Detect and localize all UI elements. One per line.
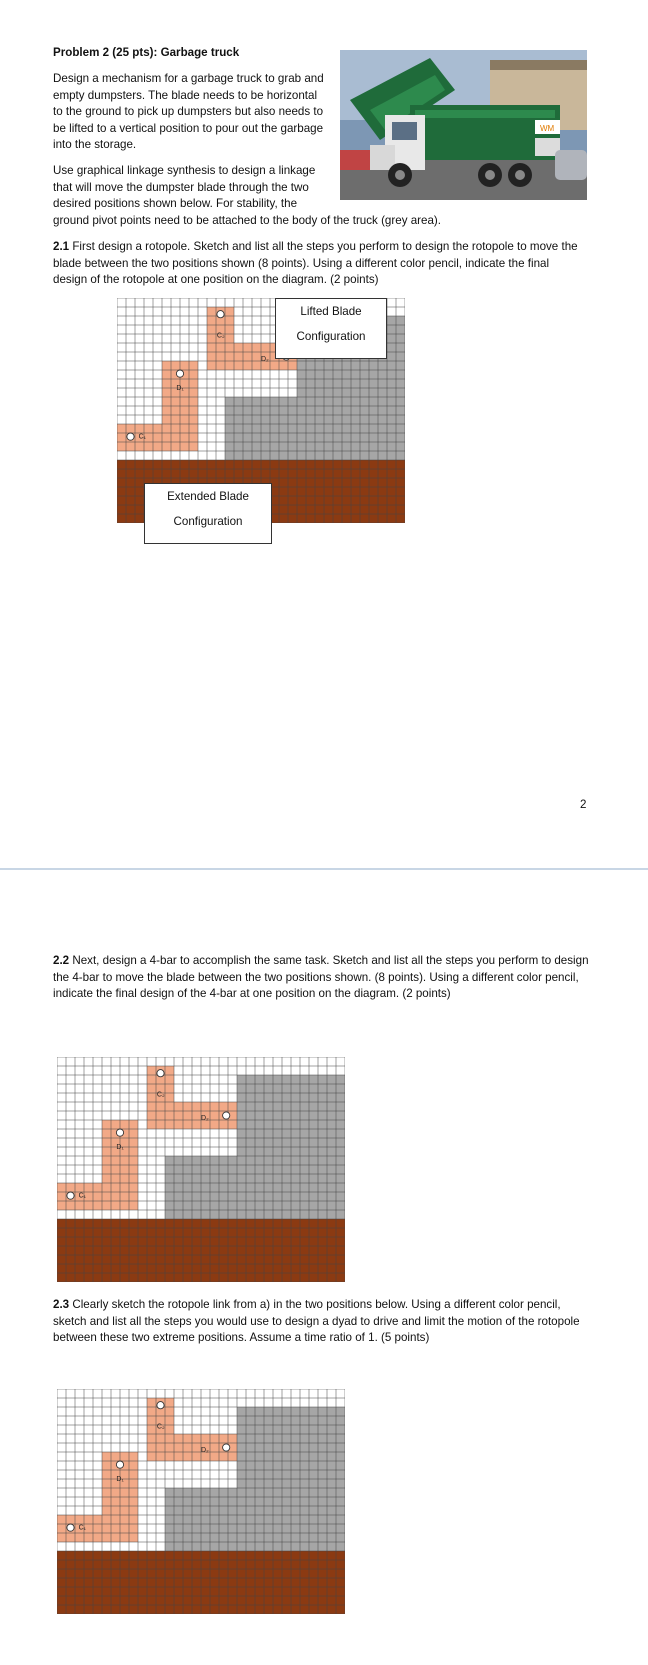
page-number: 2 — [580, 798, 587, 811]
pivot-d1 — [116, 1461, 123, 1468]
pivot-d1 — [176, 370, 183, 377]
garbage-truck-photo — [340, 50, 587, 200]
truck-logo: WM — [540, 124, 555, 133]
linkage-diagram-2-3[interactable] — [57, 1389, 345, 1619]
label-line: Lifted Blade — [300, 305, 362, 318]
label-c1: C₁ — [78, 1192, 87, 1200]
label-d1: D₁ — [116, 1475, 124, 1483]
extended-blade-label — [144, 483, 272, 544]
intro-line: into the storage. — [53, 138, 137, 152]
intro-line: Design a mechanism for a garbage truck to grab and — [53, 72, 324, 85]
intro-paragraph — [53, 71, 324, 154]
pivot-c1 — [127, 433, 134, 440]
label-c2: C₂ — [216, 332, 225, 340]
label-c1: C₁ — [138, 433, 147, 441]
question-line: Clearly sketch the rotopole link from a) in the two positions below. Using a different color pencil, — [69, 1298, 561, 1311]
intro-line: to the ground to pick up dumpsters but also needs to — [53, 105, 324, 119]
question-line: the 4-bar to move the blade between the two positions shown. (8 points). Using a different color pencil, — [53, 970, 579, 984]
synthesis-line: that will move the dumpster blade through the two — [53, 180, 309, 194]
question-line: indicate the final design of the 4-bar at one position on the diagram. (2 points) — [53, 987, 451, 1001]
question-line: First design a rotopole. Sketch and list all the steps you perform to design the rotopole to move the — [69, 240, 578, 253]
synthesis-line: ground pivot points need to be attached to the body of the truck (grey area). — [53, 213, 441, 227]
pivot-c1 — [67, 1524, 74, 1531]
pivot-c2 — [157, 1402, 164, 1409]
label-line: Configuration — [173, 515, 243, 528]
label-c2: C₂ — [156, 1423, 165, 1431]
label-line: Extended Blade — [167, 490, 249, 503]
label-d2: D₂ — [201, 1115, 209, 1122]
question-2-2 — [53, 953, 589, 1003]
question-line: design of the rotopole at one position on the diagram. (2 points) — [53, 273, 379, 287]
label-d2: D₂ — [201, 1447, 209, 1454]
label-c1: C₁ — [78, 1524, 87, 1532]
pivot-c1 — [67, 1192, 74, 1199]
pivot-d2 — [223, 1112, 230, 1119]
pivot-c2 — [157, 1070, 164, 1077]
question-line: blade between the two positions shown (8 points). Using a different color pencil, indicate the final — [53, 256, 550, 270]
question-number: 2.3 — [53, 1298, 70, 1311]
lifted-blade-label — [275, 298, 387, 359]
question-2-3 — [53, 1297, 580, 1347]
label-c2: C₂ — [156, 1091, 165, 1099]
label-d1: D₁ — [176, 384, 184, 392]
pivot-c2 — [217, 311, 224, 318]
problem-title: Problem 2 (25 pts): Garbage truck — [53, 46, 240, 59]
label-d1: D₁ — [116, 1143, 124, 1151]
intro-line: empty dumpsters. The blade needs to be horizontal — [53, 88, 318, 102]
question-line: sketch and list all the steps you would use to design a dyad to drive and limit the motion of the rotopole — [53, 1314, 580, 1328]
synthesis-line: Use graphical linkage synthesis to design a linkage — [53, 164, 316, 177]
page-2 — [0, 870, 648, 1665]
question-2-1 — [53, 239, 578, 289]
question-number: 2.1 — [53, 240, 70, 253]
question-number: 2.2 — [53, 954, 70, 967]
intro-line: be lifted to a vertical position to pour out the garbage — [53, 121, 324, 135]
question-line: Next, design a 4-bar to accomplish the same task. Sketch and list all the steps you perform to design — [69, 954, 589, 967]
pivot-d2 — [223, 1444, 230, 1451]
question-line: between these two extreme positions. Assume a time ratio of 1. (5 points) — [53, 1331, 430, 1345]
label-d2: D₂ — [261, 356, 269, 363]
linkage-diagram-2-2[interactable] — [57, 1057, 345, 1287]
label-line: Configuration — [296, 330, 366, 343]
synthesis-line: desired positions shown below. For stability, the — [53, 197, 298, 211]
pivot-d1 — [116, 1129, 123, 1136]
